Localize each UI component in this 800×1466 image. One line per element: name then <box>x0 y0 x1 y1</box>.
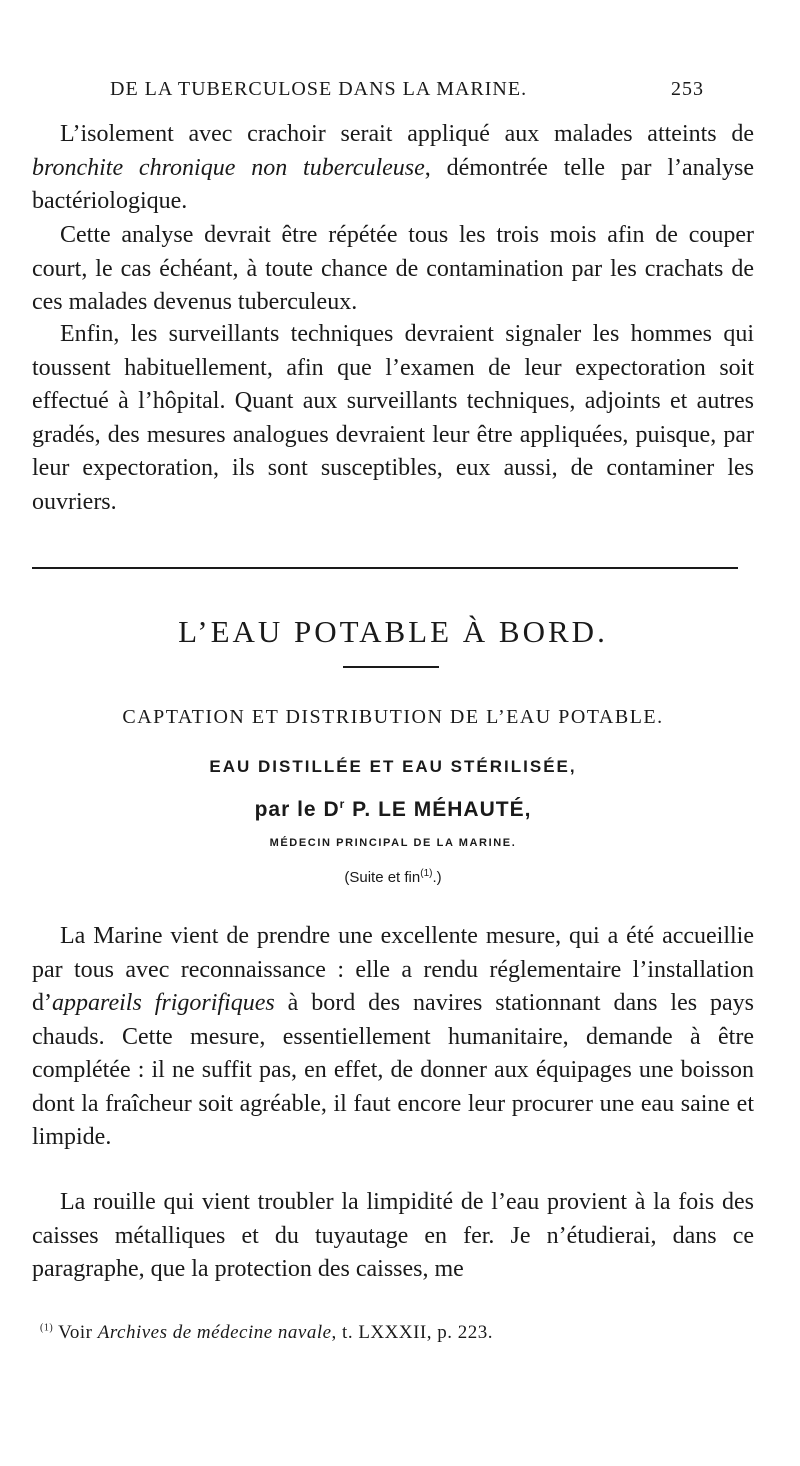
author-name: P. LE MÉHAUTÉ, <box>345 798 532 821</box>
footnote-mark: (1) <box>40 1322 54 1334</box>
author-role: MÉDECIN PRINCIPAL DE LA MARINE. <box>269 837 517 849</box>
paragraph-analyse: Cette analyse devrait être répétée tous les trois mois afin de couper court, le cas échéant, à toute chance de contamination par les crachats de ces malades devenus tuberculeux. <box>32 222 754 315</box>
paragraph-rouille: La rouille qui vient troubler la limpidité de l’eau provient à la fois des caisses métalliques et du tuyautage en fer. Je n’étudierai, dans ce paragraphe, que la protection des caisses, me <box>32 1189 754 1282</box>
paragraph-text: La Marine vient de prendre une excellente mesure, qui a été accueillie par tous avec reconnaissance : elle a rendu réglementaire l’installation d’ <box>32 923 754 1016</box>
italic-phrase: appareils frigorifiques <box>52 990 275 1016</box>
paragraph-enfin: Enfin, les surveillants techniques devraient signaler les hommes qui toussent habituellement, afin que l’examen de leur expectoration soit effectué à l’hôpital. Quant aux surveillants techniques, adjoints et autres gradés, des mesures analogues devraient leur être appliquées, puisque, par leur expectoration, ils sont susceptibles, eux aussi, de contaminer les ouvriers. <box>32 321 754 515</box>
page-number: 253 <box>671 78 704 100</box>
footnote <box>40 1322 720 1344</box>
footnote-reference: , t. LXXXII, p. 223. <box>331 1322 493 1343</box>
running-title: DE LA TUBERCULOSE DANS LA MARINE. <box>110 78 528 100</box>
paragraph-text: à bord des navires stationnant dans les pays chauds. Cette mesure, essentiellement humanitaire, demande à être complétée : il ne suffit pas, en effet, de donner aux équipages une boisson dont la fraîcheur soit agréable, il faut encore leur procurer une eau saine et limpide. <box>32 990 754 1150</box>
byline-sup: r <box>339 797 346 811</box>
paragraph-isolement <box>32 118 754 219</box>
footnote-journal: Archives de médecine navale <box>97 1322 332 1343</box>
running-head <box>110 78 704 101</box>
footnote-text: Voir <box>53 1322 98 1343</box>
paragraph-text: , démontrée telle par l’analyse bactériologique. <box>32 154 754 214</box>
footnote-ref: (1) <box>420 868 433 879</box>
paragraph-text: L’isolement avec crachoir serait appliqué aux malades atteints de <box>60 121 754 147</box>
article-subtitle: CAPTATION ET DISTRIBUTION DE L’EAU POTABLE. <box>122 706 664 728</box>
section-divider <box>32 567 738 569</box>
author-byline <box>32 797 754 822</box>
italic-phrase: bronchite chronique non tuberculeuse <box>32 154 425 181</box>
article-subtitle-2: EAU DISTILLÉE ET EAU STÉRILISÉE, <box>209 757 577 776</box>
continuation-text: (Suite et fin <box>344 869 421 886</box>
title-rule <box>343 666 439 668</box>
article-title: L’EAU POTABLE À BORD. <box>178 614 608 649</box>
continuation-note <box>32 868 754 886</box>
paragraph-marine <box>32 920 754 1155</box>
byline-text: par le D <box>254 798 340 821</box>
continuation-close: .) <box>432 869 442 886</box>
